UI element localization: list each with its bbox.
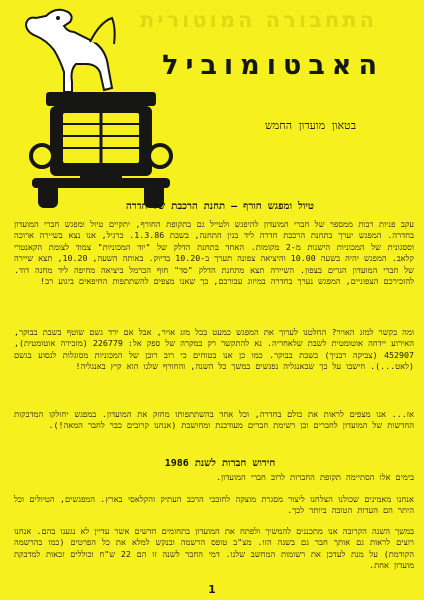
article1-heading: טיול ומפגש חורף – תחנת הרכבת של חדרה	[126, 201, 314, 212]
newsletter-subtitle: בטאון מועדון החמש	[264, 119, 356, 132]
article1-paragraph: עקב פניות רבות ממספר של חברי המועדון להיפגש ולטייל גם בתקופת החורף, יתקיים טיול ומפגש חברי המועדון בחדרה. המפגש יערך בתחנת הרכבת חדרה ליד בנין התחנה, בשבת 1.3.86. כרגיל, אנו נצא בשיירה ארוכה וססגונית של המכוניות הישנות מ-2 מקומות. האחד בתחנת הדלק של "יוד המכוניות" צמוד לצומת הקאנטרי קלאב. המפגש יהיה בשעה 10.00 והיציאה צפונה תערך ב-10.20 בדיוק. באותה השעה, 10.20, תצא שיירה של חברי המועדון הגרים בצפון. השיירה תצא מתחנת הדלק "סד" חוף הכרמל ביציאה מחיפה ליד מחנה דוד. להזכירכם הצפוניים, המפגש נערך בחדרה במיזוג עבורכם, כך שאנו מצפים להשתתפות החיפאים ביגוע רב!	[14, 219, 415, 287]
page-number: 1	[208, 583, 216, 596]
article1-paragraph3: אז... אנו מצפים לראות את כולם בחדרה, וכל אחד בהשתתפותו מחזק את המועדון. במפגש יחולקו המדבקות החדשות של המועדון לחברים וכן רשימת חברים מעודכנת ומחושבת (אנחנו קרובים כבר לחבר המאה!).	[14, 409, 414, 431]
article1-paragraph2: ומה בקשר למזג האויר? החלטנו לערוך את המפגש כמעט בכל מזג אויר, אבל אם ירד גשם שוטף בשבת בבוקר, האירוע יידחה אוטומטית לשבת שלאחריה. נא להתקשר רק במקרה של ספק אל: 226779 (מזכירה אוטומטית), 452907 (צביקה רבניך) בשבת בבוקר. כמו כן אנו בטוחים כי רוב רובן של המכוניות מסוגלות לנסוע בגשם (לאט...). חישבו על כך שבאנגליה נפגשים במשך כל השנה, והחורף שלנו הוא קיץ באנגליה!	[14, 327, 414, 372]
newsletter-title: האבטומוביל	[162, 50, 384, 81]
article2-paragraph3: במשך השנה הקרובה אנו מתכננים להמשיך ולפתח את המועדון בתחומים חדשים אשר עדיין לא נגענו בהם. אנחנו רוצים לראות גם אותך חבר גם בשנה הזו. מצ"ב טופס הרשמה ובנקש למלא את כל הפרטים (כמו בהרשמה הקודמת) על מנת לעדכן את רשומות המחשב שלנו. דמי החבר לשנה זו הם 22 ש"ח וכוללים זכאות למדבקת מועדון אחת.	[14, 526, 415, 571]
article2-paragraph2: אנחנו מאמינים שכולנו הצלחנו ליצור מסגרת מוצקה לחובבי הרכב העתיק והקלאסי בארץ. המפגשים, הטיולים וכל היתר הם העדות הטובה ביותר לכך.	[14, 494, 414, 516]
vintage-car-camel-logo	[18, 6, 178, 211]
masthead-watermark: התחבורה המוטורית	[140, 8, 378, 32]
article2-paragraph1: בימים אלו הסתיימה תקופת החברות לרוב חברי המועדון.	[216, 472, 414, 482]
article2-heading: חידוש חברות לשנת 1986	[164, 458, 276, 469]
